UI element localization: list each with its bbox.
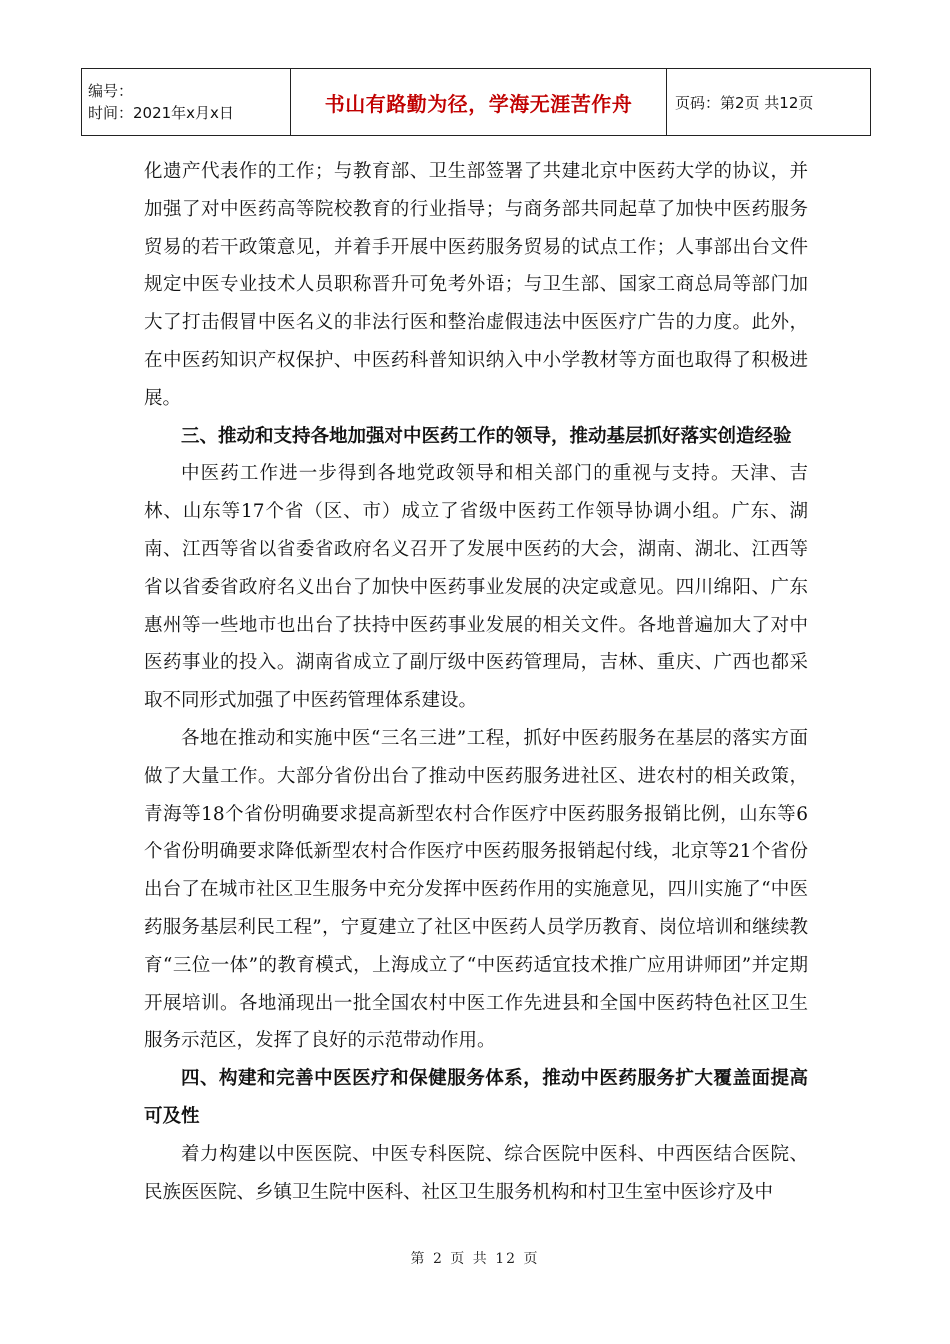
document-time-label: 时间：2021年x月x日 <box>88 104 234 122</box>
header-motto: 书山有路勤为径，学海无涯苦作舟 <box>291 69 667 136</box>
section-heading-4: 四、构建和完善中医医疗和保健服务体系，推动中医药服务扩大覆盖面提高可及性 <box>144 1068 808 1127</box>
paragraph-service-system: 着力构建以中医医院、中医专科医院、综合医院中医科、中西医结合医院、民族医医院、乡镇卫生院中医科、社区卫生服务机构和村卫生室中医诊疗及中 <box>144 1143 808 1203</box>
document-body <box>144 153 808 1211</box>
header-page-indicator: 页码：第2页 共12页 <box>667 69 871 136</box>
paragraph-continued: 化遗产代表作的工作；与教育部、卫生部签署了共建北京中医药大学的协议，并加强了对中医药高等院校教育的行业指导；与商务部共同起草了加快中医药服务贸易的若干政策意见，并着手开展中医药服务贸易的试点工作；人事部出台文件规定中医专业技术人员职称晋升可免考外语；与卫生部、国家工商总局等部门加大了打击假冒中医名义的非法行医和整治虚假违法中医医疗广告的力度。此外，在中医药知识产权保护、中医药科普知识纳入中小学教材等方面也取得了积极进展。 <box>144 161 808 409</box>
paragraph-leadership: 中医药工作进一步得到各地党政领导和相关部门的重视与支持。天津、吉林、山东等17个省（区、市）成立了省级中医药工作领导协调小组。广东、湖南、江西等省以省委省政府名义召开了发展中医药的大会，湖南、湖北、江西等省以省委省政府名义出台了加快中医药事业发展的决定或意见。四川绵阳、广东惠州等一些地市也出台了扶持中医药事业发展的相关文件。各地普遍加大了对中医药事业的投入。湖南省成立了副厅级中医药管理局，吉林、重庆、广西也都采取不同形式加强了中医药管理体系建设。 <box>144 463 808 712</box>
paragraph-grassroots: 各地在推动和实施中医“三名三进”工程，抓好中医药服务在基层的落实方面做了大量工作。大部分省份出台了推动中医药服务进社区、进农村的相关政策，青海等18个省份明确要求提高新型农村合作医疗中医药服务报销比例，山东等6个省份明确要求降低新型农村合作医疗中医药服务报销起付线，北京等21个省份出台了在城市社区卫生服务中充分发挥中医药作用的实施意见，四川实施了“中医药服务基层利民工程”，宁夏建立了社区中医药人员学历教育、岗位培训和继续教育“三位一体”的教育模式，上海成立了“中医药适宜技术推广应用讲师团”并定期开展培训。各地涌现出一批全国农村中医工作先进县和全国中医药特色社区卫生服务示范区，发挥了良好的示范带动作用。 <box>144 727 808 1052</box>
page-footer: 第 2 页 共 12 页 <box>410 1251 540 1267</box>
document-number-label: 编号： <box>88 82 134 100</box>
header-meta-cell <box>82 69 291 136</box>
section-heading-3: 三、推动和支持各地加强对中医药工作的领导，推动基层抓好落实创造经验 <box>181 425 792 447</box>
page-header <box>81 68 871 136</box>
